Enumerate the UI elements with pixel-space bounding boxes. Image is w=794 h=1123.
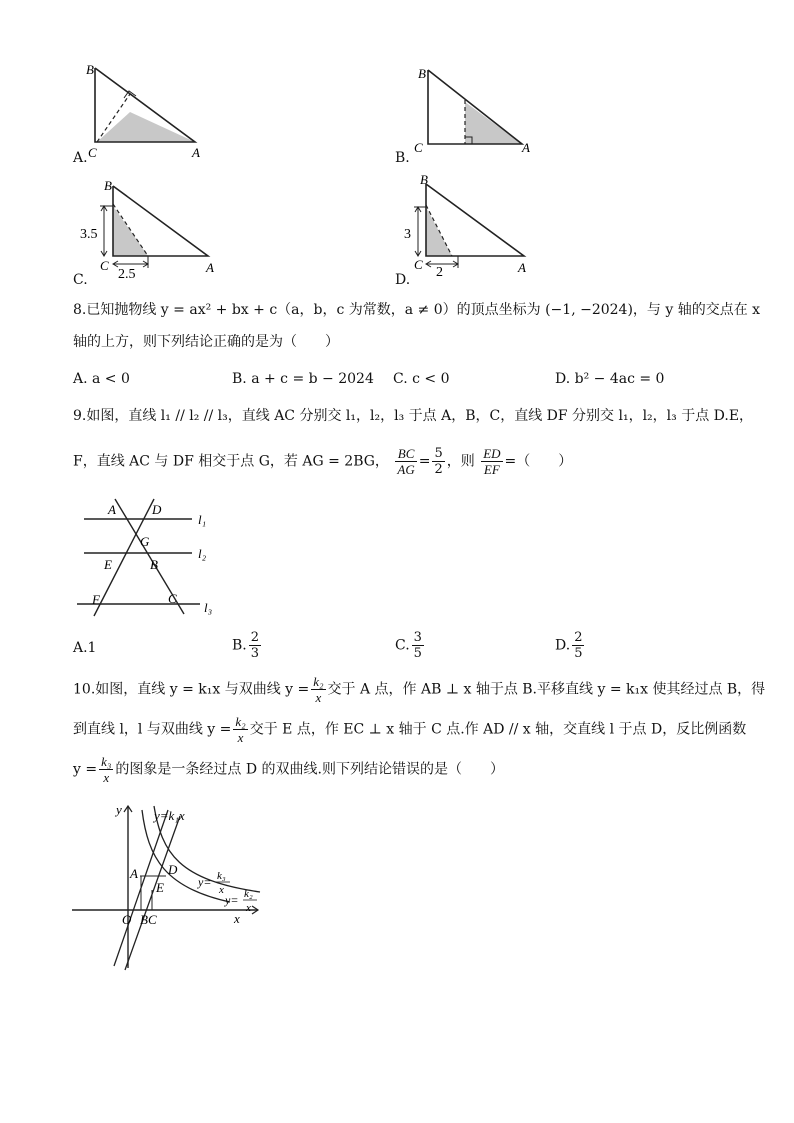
q8-stem-line2: 轴的上方，则下列结论正确的是为（ ） [73,334,339,350]
q10-label-y-axis: y [116,802,122,817]
fig-c-label-b: B [104,178,112,193]
q9-option-c-fraction: $\frac{3}{5}$ [413,630,422,661]
q10-figure [70,798,280,978]
q10-fraction-k2-x-2: $\frac{\text{k₂}}{x}$ [235,714,246,745]
q10-stem-line3: y = $\frac{\text{k₃}}{x}$ 的图象是一条经过点 D 的双曲线.则下列结论错误的是（ ） [73,754,504,785]
fig-c-label-c: C [100,258,109,273]
q9-option-b[interactable]: B. $\frac{2}{3}$ [232,630,260,661]
q9-stem-line1: 9.如图，直线 l₁ // l₂ // l₃，直线 AC 分别交 l₁，l₂，l₃ 于点 A，B，C，直线 DF 分别交 l₁，l₂，l₃ 于点 D.E， [73,408,754,424]
q7-figure-b [410,62,550,162]
fig-d-label-c: C [414,257,423,272]
q9-label-d: D [152,502,162,517]
q10-fraction-k3-x: $\frac{\text{k₃}}{x}$ [101,754,112,785]
q8-option-b[interactable]: B. a + c = b − 2024 [232,371,374,387]
q9-label-l1: l₁ [198,512,207,527]
q10-fraction-k2-x-1: $\frac{\text{k₂}}{x}$ [313,674,324,705]
q9-fraction-bc-ag: $\frac{BC}{AG}$ [397,446,415,477]
q7-figure-c [78,176,228,280]
fig-a-label-c: C [88,145,97,160]
q10-label-bc: BC [140,912,157,927]
q9-label-e: E [104,557,112,572]
q10-label-curve-k2-den: x [246,902,251,914]
q9-option-b-fraction: $\frac{2}{3}$ [250,630,260,661]
q10-label-e: E [156,880,164,895]
q8-stem-line1: 8.已知抛物线 y = ax² + bx + c（a，b，c 为常数，a ≠ 0）的顶点坐标为 (−1, −2024)，与 y 轴的交点在 x [73,302,761,318]
fig-a-label-b: B [86,62,94,77]
q9-stem-line2: F，直线 AC 与 DF 相交于点 G，若 AG = 2BG， $\frac{BC}{AG}$ = $\frac{5}{2}$ ，则 $\frac{ED}{EF}$ =（ ） [73,446,573,477]
q8-option-d[interactable]: D. b² − 4ac = 0 [555,371,665,387]
q9-label-l2: l₂ [198,546,207,561]
q9-label-c: C [168,591,177,606]
q9-label-f: F [92,592,100,607]
q10-label-curve-k2-num: k₂ [244,888,253,900]
q7-figure-a [80,60,220,160]
q10-label-curve-k3-prefix: y= [198,875,212,889]
fig-c-label-a: A [206,260,214,275]
q9-label-g: G [140,534,150,549]
fig-b-label-b: B [418,66,426,81]
q7-option-c[interactable]: C. [73,272,88,288]
fig-d-label-b: B [420,172,428,187]
q10-label-d: D [168,862,178,877]
q10-label-a: A [130,866,138,881]
fig-c-height-label: 3.5 [80,227,98,242]
q10-label-curve-k2-prefix: y= [225,893,239,907]
q9-option-c[interactable]: C. $\frac{3}{5}$ [395,630,422,661]
q9-stem-line2-pre: F，直线 AC 与 DF 相交于点 G，若 AG = 2BG， [73,453,389,470]
q9-fraction-5-2: $\frac{5}{2}$ [434,446,443,477]
q9-label-l3: l₃ [204,600,213,615]
fig-d-width-label: 2 [436,265,443,278]
fig-a-label-a: A [192,145,200,160]
q9-label-b: B [150,557,158,572]
q10-stem-line1: 10.如图，直线 y = k₁x 与双曲线 y = $\frac{\text{k₂}}{x}$ 交于 A 点，作 AB ⊥ x 轴于点 B.平移直线 y = k₁x 使其经过点 B，得 [73,674,766,705]
q8-option-a[interactable]: A. a < 0 [73,371,130,387]
fig-d-label-a: A [518,260,526,275]
q9-option-d[interactable]: D. $\frac{2}{5}$ [555,630,583,661]
fig-b-label-c: C [414,140,423,155]
fig-b-label-a: A [522,140,530,155]
q9-option-d-fraction: $\frac{2}{5}$ [574,630,583,661]
q9-figure [72,492,232,622]
q7-option-a[interactable]: A. [73,150,88,166]
q9-label-a: A [108,502,116,517]
q10-label-x-axis: x [234,911,240,926]
q10-label-curve-k3-den: x [219,884,224,896]
q8-option-c[interactable]: C. c < 0 [393,371,450,387]
q10-label-line-k1x: y=k₁x [154,808,185,823]
fig-d-height-label: 3 [404,227,411,242]
q9-fraction-ed-ef: $\frac{ED}{EF}$ [483,446,501,477]
q7-option-d[interactable]: D. [395,272,411,288]
q10-stem-line2: 到直线 l，l 与双曲线 y = $\frac{\text{k₂}}{x}$ 交于 E 点，作 EC ⊥ x 轴于 C 点.作 AD // x 轴，交直线 l 于点 D，反比例函数 [73,714,747,745]
q10-label-o: O [122,912,132,927]
fig-c-width-label: 2.5 [118,267,136,280]
q10-label-curve-k3-num: k₃ [217,870,226,882]
q7-option-b[interactable]: B. [395,150,410,166]
q9-option-a[interactable]: A.1 [73,640,97,656]
q7-figure-d [402,172,552,278]
